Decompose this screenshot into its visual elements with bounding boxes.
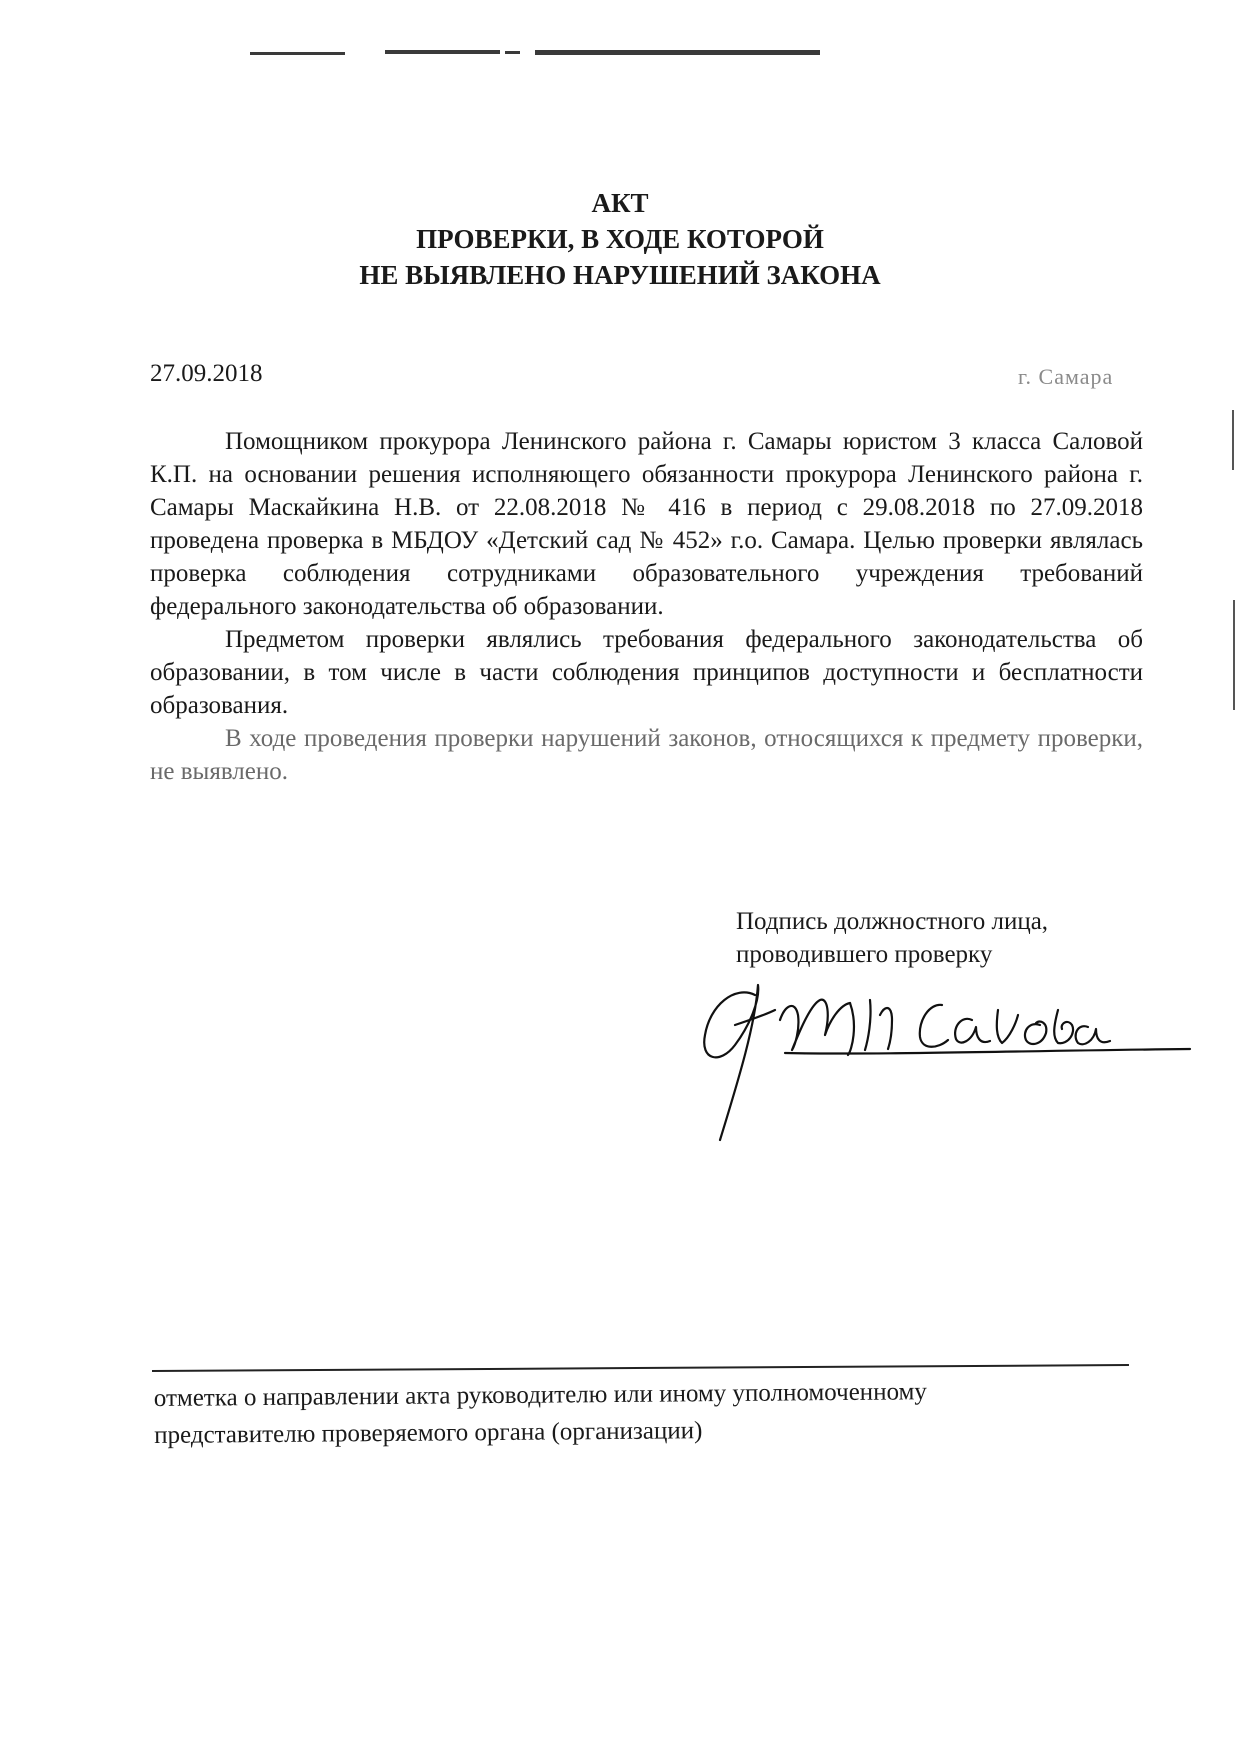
scan-artifact-edge <box>1233 600 1235 710</box>
scan-artifact-top <box>385 50 500 54</box>
scan-artifact-edge <box>1232 410 1234 470</box>
paragraph: Помощником прокурора Ленинского района г. Самары юристом 3 класса Саловой К.П. на основании решения исполняющего обязанности прокурора Ленинского района г. Самары Маскайкина Н.В. от 22.08.2018 № 416 в период с 29.08.2018 по 27.09.2018 проведена проверка в МБДОУ «Детский сад № 452» г.о. Самара. Целью проверки являлась проверка соблюдения сотрудниками образовательного учреждения требований федерального законодательства об образовании. <box>150 428 1143 620</box>
title-line: АКТ <box>591 188 649 218</box>
footer-line: представителю проверяемого органа (организации) <box>154 1417 703 1449</box>
document-city: г. Самара <box>1018 364 1114 389</box>
footer-note <box>154 1371 1155 1454</box>
paragraph: Предметом проверки являлись требования федерального законодательства об образовании, в том числе в части соблюдения принципов доступности и бесплатности образования. <box>150 626 1143 719</box>
document-date: 27.09.2018 <box>150 360 263 387</box>
document-body <box>150 425 1143 788</box>
footer-line: отметка о направлении акта руководителю или иному уполномоченному <box>153 1378 927 1413</box>
scan-artifact-top <box>505 51 520 54</box>
signature-caption <box>736 905 1048 971</box>
document-title <box>0 185 1240 293</box>
paragraph: В ходе проведения проверки нарушений законов, относящихся к предмету проверки, не выявлено. <box>150 725 1143 785</box>
footer-divider <box>152 1364 1129 1372</box>
title-line: ПРОВЕРКИ, В ХОДЕ КОТОРОЙ <box>416 224 824 254</box>
scan-artifact-top <box>535 50 820 55</box>
title-line: НЕ ВЫЯВЛЕНО НАРУШЕНИЙ ЗАКОНА <box>359 260 881 290</box>
caption-line: Подпись должностного лица, <box>736 908 1049 935</box>
handwritten-signature <box>680 965 1200 1155</box>
scan-artifact-top <box>250 52 345 55</box>
caption-line: проводившего проверку <box>736 941 993 968</box>
